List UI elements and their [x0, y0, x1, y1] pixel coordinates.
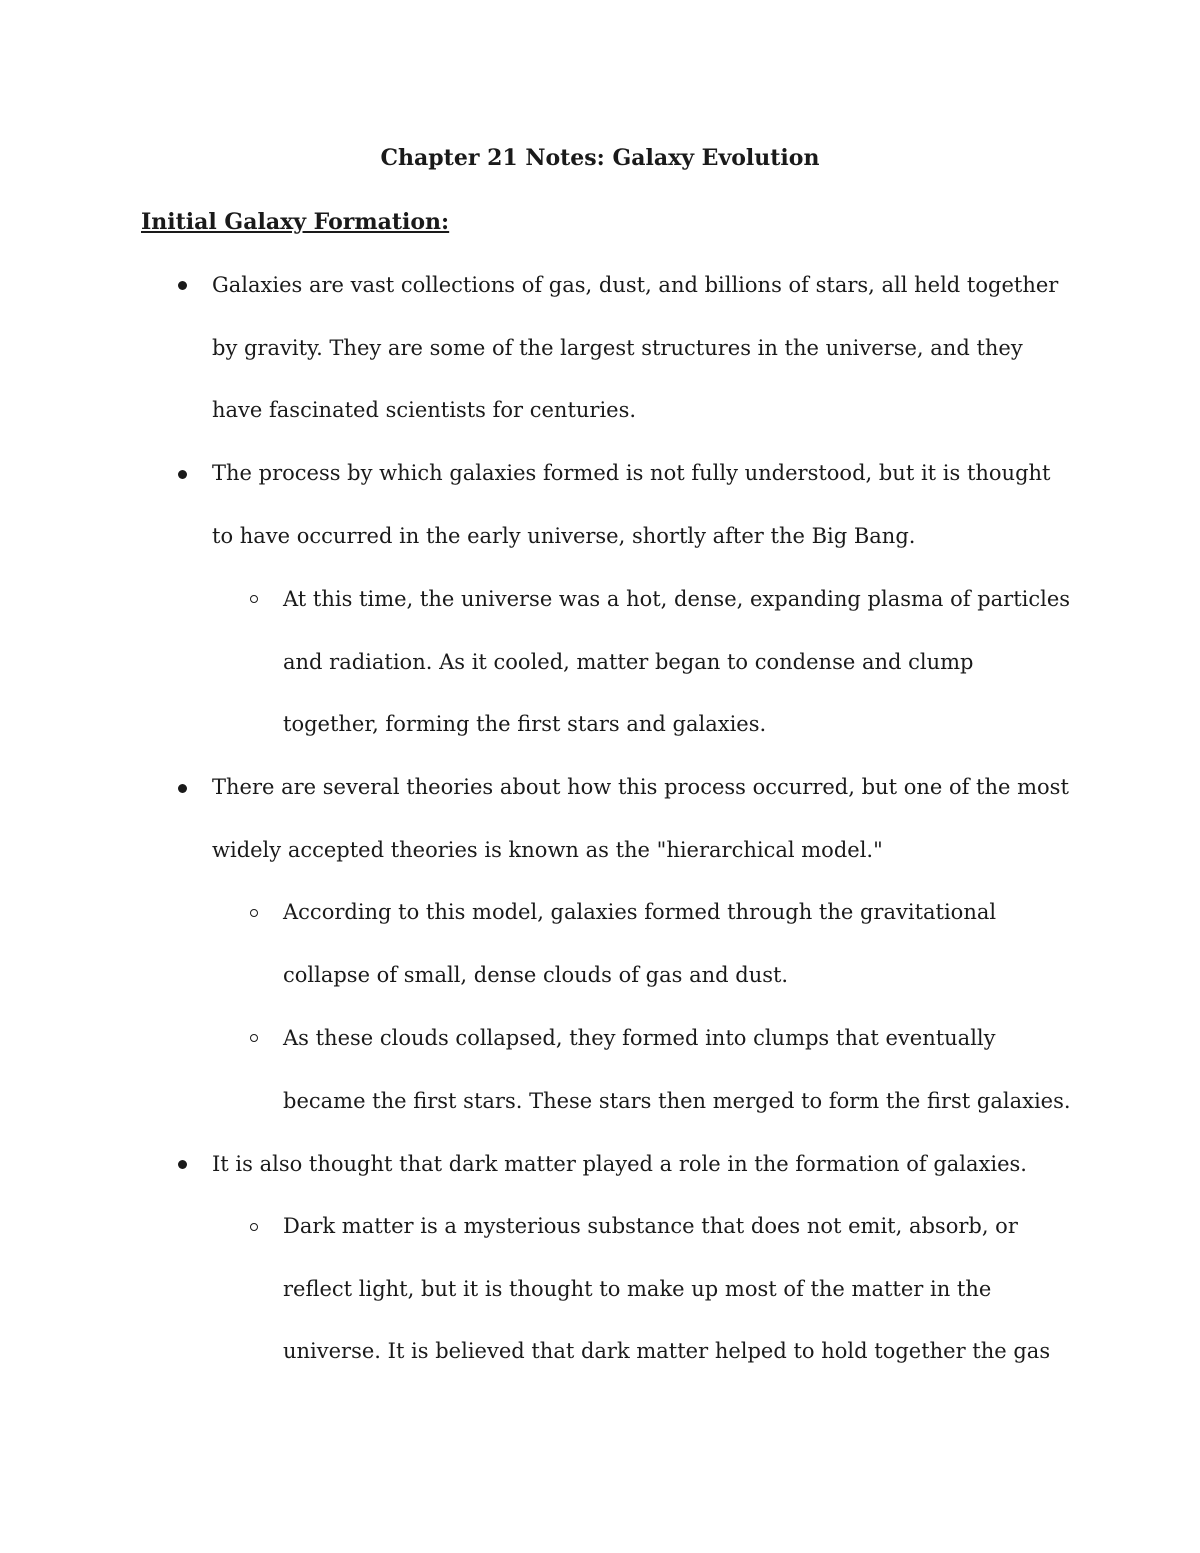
list-item-line: to have occurred in the early universe, shortly after the Big Bang. — [212, 524, 916, 548]
sub-list-item-line: and radiation. As it cooled, matter began to condense and clump — [283, 650, 974, 674]
list-item-line: by gravity. They are some of the largest structures in the universe, and they — [212, 336, 1023, 360]
sub-list-item-line: collapse of small, dense clouds of gas and dust. — [283, 963, 789, 987]
list-item-line: It is also thought that dark matter played a role in the formation of galaxies. — [212, 1152, 1027, 1176]
bullet-disc-icon — [178, 784, 187, 793]
sub-list-item-line: universe. It is believed that dark matter helped to hold together the gas — [283, 1339, 1051, 1363]
bullet-circle-icon — [250, 595, 258, 603]
sub-list-item-line: According to this model, galaxies formed through the gravitational — [283, 900, 997, 924]
sub-list-item-line: Dark matter is a mysterious substance that does not emit, absorb, or — [283, 1214, 1018, 1238]
sub-list-item-line: As these clouds collapsed, they formed into clumps that eventually — [283, 1026, 996, 1050]
list-item-line: The process by which galaxies formed is not fully understood, but it is thought — [212, 461, 1051, 485]
sub-list-item-line: reflect light, but it is thought to make up most of the matter in the — [283, 1277, 992, 1301]
bullet-circle-icon — [250, 1034, 258, 1042]
sub-list-item-line: At this time, the universe was a hot, dense, expanding plasma of particles — [283, 587, 1071, 611]
list-item-line: There are several theories about how this process occurred, but one of the most — [212, 775, 1069, 799]
sub-list-item-line: together, forming the first stars and galaxies. — [283, 712, 767, 736]
list-item-line: have fascinated scientists for centuries. — [212, 398, 637, 422]
page-title: Chapter 21 Notes: Galaxy Evolution — [380, 145, 820, 171]
bullet-circle-icon — [250, 909, 258, 917]
bullet-disc-icon — [178, 281, 187, 290]
bullet-circle-icon — [250, 1223, 258, 1231]
list-item-line: widely accepted theories is known as the "hierarchical model." — [212, 838, 883, 862]
bullet-disc-icon — [178, 470, 187, 479]
sub-list-item-line: became the first stars. These stars then merged to form the first galaxies. — [283, 1089, 1071, 1113]
section-heading: Initial Galaxy Formation: — [141, 209, 450, 235]
list-item-line: Galaxies are vast collections of gas, dust, and billions of stars, all held together — [212, 273, 1059, 297]
bullet-disc-icon — [178, 1160, 187, 1169]
